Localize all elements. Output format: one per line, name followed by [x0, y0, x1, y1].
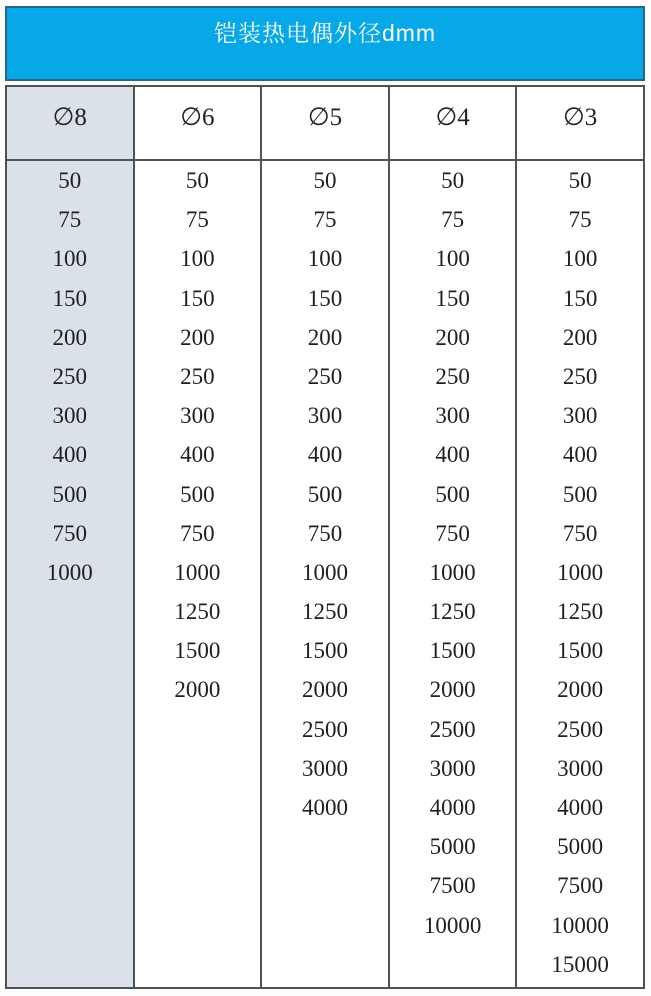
length-value: 200	[180, 324, 215, 350]
length-value: 50	[58, 168, 82, 193]
length-value: 500	[180, 481, 215, 507]
length-value: 10000	[551, 912, 609, 938]
length-value: 100	[52, 246, 88, 272]
length-value: 1000	[174, 559, 221, 585]
length-value: 75	[568, 207, 592, 233]
length-value: 4000	[301, 795, 348, 820]
length-value: 200	[307, 324, 343, 350]
length-value: 400	[180, 442, 215, 468]
length-value: 75	[185, 207, 209, 233]
length-value: 2000	[557, 677, 604, 703]
length-value: 1250	[301, 599, 348, 625]
length-value: 400	[307, 442, 343, 468]
length-value: 1500	[429, 638, 476, 664]
column-header-diameter: ∅8	[7, 87, 133, 161]
length-value: 2500	[557, 716, 604, 742]
length-value: 2000	[301, 677, 348, 703]
length-value: 200	[562, 324, 598, 350]
length-value: 1500	[301, 638, 348, 664]
length-value: 250	[307, 363, 343, 389]
length-value: 300	[307, 403, 343, 429]
length-value: 3000	[301, 755, 348, 781]
length-value: 100	[435, 246, 470, 272]
diameter-length-table	[5, 85, 645, 989]
length-value: 500	[435, 481, 470, 507]
column-d5	[262, 87, 390, 987]
length-value: 15000	[551, 951, 609, 977]
length-value: 1000	[557, 559, 604, 585]
length-value: 75	[441, 207, 465, 233]
length-value: 7500	[429, 873, 476, 899]
length-value: 750	[307, 520, 343, 546]
table-title-banner	[5, 6, 645, 81]
column-length-values	[262, 161, 388, 987]
length-value: 150	[435, 285, 470, 311]
length-value: 200	[52, 324, 88, 350]
length-value: 2500	[301, 716, 348, 742]
length-value: 2000	[429, 677, 476, 703]
length-value: 100	[562, 246, 598, 272]
column-d6	[135, 87, 263, 987]
length-value: 400	[562, 442, 598, 468]
column-length-values	[7, 161, 133, 987]
length-value: 750	[52, 520, 88, 546]
length-value: 7500	[557, 873, 604, 899]
length-value: 50	[313, 168, 337, 193]
length-value: 100	[180, 246, 215, 272]
column-header-diameter: ∅3	[517, 87, 643, 161]
length-value: 4000	[429, 795, 476, 820]
length-value: 50	[185, 168, 209, 193]
length-value: 2500	[429, 716, 476, 742]
length-value: 1000	[301, 559, 348, 585]
length-value: 2000	[174, 677, 221, 703]
length-value: 150	[180, 285, 215, 311]
length-value: 300	[435, 403, 470, 429]
length-value: 250	[435, 363, 470, 389]
length-value: 100	[307, 246, 343, 272]
length-value: 400	[52, 442, 88, 468]
length-value: 5000	[557, 834, 604, 860]
column-header-diameter: ∅6	[135, 87, 261, 161]
length-value: 1000	[429, 559, 476, 585]
length-value: 750	[180, 520, 215, 546]
length-value: 1250	[429, 599, 476, 625]
length-value: 10000	[423, 912, 482, 938]
length-value: 1250	[557, 599, 604, 625]
length-value: 300	[180, 403, 215, 429]
column-length-values	[390, 161, 516, 987]
length-value: 50	[441, 168, 465, 193]
length-value: 4000	[557, 795, 604, 820]
length-value: 250	[562, 363, 598, 389]
length-value: 75	[313, 207, 337, 233]
column-header-diameter: ∅4	[390, 87, 516, 161]
length-value: 150	[52, 285, 88, 311]
column-length-values	[135, 161, 261, 987]
length-value: 1500	[174, 638, 221, 664]
length-value: 5000	[429, 834, 476, 860]
length-value: 200	[435, 324, 470, 350]
length-value: 400	[435, 442, 470, 468]
length-value: 150	[307, 285, 343, 311]
length-value: 1000	[46, 559, 93, 585]
length-value: 1250	[174, 599, 221, 625]
length-value: 3000	[557, 755, 604, 781]
length-value: 750	[562, 520, 598, 546]
length-value: 250	[180, 363, 215, 389]
column-length-values	[517, 161, 643, 987]
length-value: 150	[562, 285, 598, 311]
length-value: 750	[435, 520, 470, 546]
column-d8	[7, 87, 135, 987]
length-value: 75	[58, 207, 82, 233]
length-value: 500	[562, 481, 598, 507]
column-header-diameter: ∅5	[262, 87, 388, 161]
length-value: 1500	[557, 638, 604, 664]
length-value: 50	[568, 168, 592, 193]
length-value: 300	[562, 403, 598, 429]
length-value: 3000	[429, 755, 476, 781]
table-title: 铠装热电偶外径dmm	[213, 19, 437, 46]
length-value: 500	[307, 481, 343, 507]
column-d3	[517, 87, 643, 987]
column-d4	[390, 87, 518, 987]
length-value: 300	[52, 403, 88, 429]
length-value: 250	[52, 363, 88, 389]
length-value: 500	[52, 481, 88, 507]
